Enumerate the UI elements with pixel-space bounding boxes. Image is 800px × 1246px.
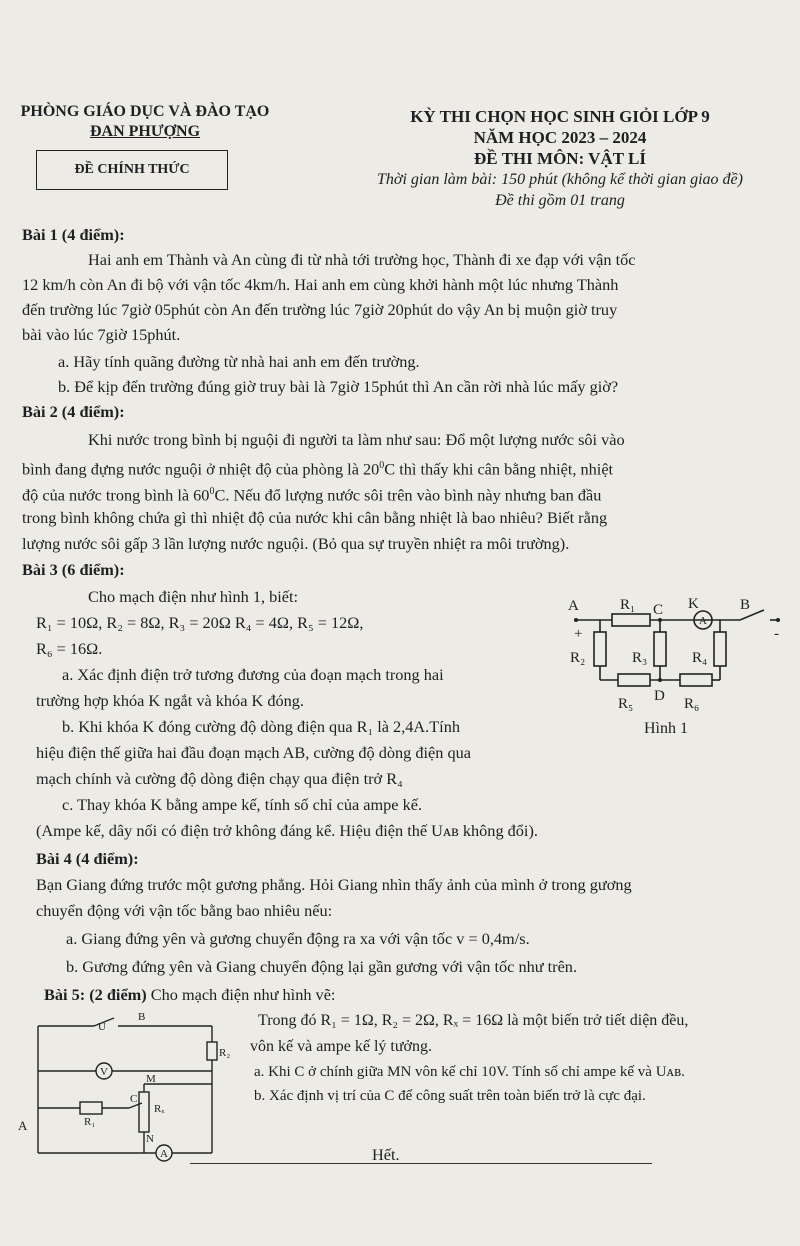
bai1-title: Bài 1 (4 điểm): (22, 225, 125, 244)
rheostat-label-rx: Rₓ (154, 1103, 165, 1115)
node-label-m: M (146, 1073, 156, 1085)
bai1-question-a: a. Hãy tính quãng đường từ nhà hai anh em đến trường. (58, 352, 420, 371)
resistor-label-r4: R₄ (692, 650, 708, 666)
node-label-a: A (568, 598, 579, 614)
bai4-question-b: b. Gương đứng yên và Giang chuyển động lại gần gương với vận tốc như trên. (66, 957, 578, 976)
bai5-heading (44, 982, 335, 1007)
official-stamp-box (36, 150, 228, 190)
bai3-question-c: c. Thay khóa K bằng ampe kế, tính số chỉ của ampe kế. (62, 795, 423, 814)
bai2-title: Bài 2 (4 điểm): (22, 402, 125, 421)
resistor-label-r3: R₃ (632, 650, 648, 666)
footer-rule (190, 1163, 652, 1164)
bai5-intro: Cho mạch điện như hình vẽ: (146, 985, 336, 1004)
end-mark: Hết. (372, 1145, 400, 1164)
page-count: Đề thi gồm 01 trang (495, 192, 625, 209)
bai3-question-b: mạch chính và cường độ dòng điện chạy qua điện trở R₄ (36, 769, 403, 788)
node-label-n: N (146, 1133, 154, 1145)
switch-label-k: K (688, 596, 699, 612)
bai2-line (22, 479, 601, 507)
bai3-question-a: trường hợp khóa K ngắt và khóa K đóng. (36, 691, 304, 710)
terminal-label-a: A (18, 1118, 28, 1133)
bai5-question-a: a. Khi C ở chính giữa MN vôn kế chỉ 10V. Tính số chỉ ampe kế và Uᴀʙ. (254, 1064, 685, 1080)
bai1-line: Hai anh em Thành và An cùng đi từ nhà tới trường học, Thành đi xe đạp với vận tốc (88, 250, 636, 269)
bai5-title: Bài 5: (2 điểm) (44, 985, 147, 1004)
resistor-label-r1: R₁ (620, 597, 636, 613)
text-part: C. Nếu đổ lượng nước sôi trên vào bình này nhưng ban đầu (214, 485, 602, 505)
text-part: độ của nước trong bình là 60 (22, 485, 210, 505)
terminal-label-b: B (138, 1011, 146, 1023)
resistor-label-r6: R₆ (684, 696, 700, 712)
bai1-question-b: b. Để kịp đến trường đúng giờ truy bài là 7giờ 15phút thì An cần rời nhà lúc mấy giờ? (58, 377, 619, 396)
node-label-b: B (740, 597, 751, 613)
bai2-line: lượng nước sôi gấp 3 lần lượng nước nguội. (Bỏ qua sự truyền nhiệt ra môi trường). (22, 534, 570, 553)
voltmeter-symbol: V (100, 1066, 108, 1078)
minus-sign: - (774, 626, 779, 642)
bai3-question-a: a. Xác định điện trở tương đương của đoạn mạch trong hai (62, 665, 444, 684)
official-label: ĐỀ CHÍNH THỨC (74, 162, 190, 177)
terminal-label-u: U (98, 1021, 106, 1033)
bai1-line: bài vào lúc 7giờ 15phút. (22, 325, 181, 344)
bai4-question-a: a. Giang đứng yên và gương chuyển động ra xa với vận tốc v = 0,4m/s. (66, 929, 530, 948)
text-part: C thì thấy khi cân bằng nhiệt, nhiệt (384, 459, 614, 479)
district-name: ĐAN PHƯỢNG (89, 123, 201, 140)
exam-time: Thời gian làm bài: 150 phút (không kể thời gian giao đề) (377, 171, 743, 188)
degree-mark: 0 (379, 460, 385, 471)
exam-title: KỲ THI CHỌN HỌC SINH GIỎI LỚP 9 (410, 107, 710, 126)
bai4-title: Bài 4 (4 điểm): (36, 849, 139, 868)
slider-label-c: C (130, 1093, 138, 1105)
figure-1-caption: Hình 1 (644, 720, 688, 737)
circuit-figure-5 (14, 1008, 239, 1163)
bai3-values: R₁ = 10Ω, R₂ = 8Ω, R₃ = 20Ω R₄ = 4Ω, R₅ = 12Ω, (36, 613, 364, 632)
bai3-question-b: b. Khi khóa K đóng cường độ dòng điện qua R₁ là 2,4A.Tính (62, 717, 460, 736)
resistor-label-r5: R₅ (618, 696, 634, 712)
plus-sign: + (574, 626, 583, 642)
school-year: NĂM HỌC 2023 – 2024 (473, 128, 647, 147)
bai4-line: Bạn Giang đứng trước một gương phẳng. Hỏi Giang nhìn thấy ảnh của mình ở trong gương (36, 875, 632, 894)
ammeter-symbol: A (160, 1148, 168, 1160)
bai4-line: chuyển động với vận tốc bằng bao nhiêu nếu: (36, 901, 333, 920)
degree-mark: 0 (209, 486, 215, 497)
bai5-line: vôn kế và ampe kế lý tưởng. (250, 1038, 432, 1055)
bai2-line (22, 453, 613, 481)
resistor-label-r2: R₂ (570, 650, 586, 666)
bai2-line: trong bình không chứa gì thì nhiệt độ của nước khi cân bằng nhiệt là bao nhiêu? Biết rằng (22, 508, 608, 527)
bai1-line: đến trường lúc 7giờ 05phút còn An đến trường lúc 7giờ 20phút do vậy An bị muộn giờ truy (22, 300, 618, 319)
resistor-label-r1: R₁ (84, 1116, 96, 1128)
text-part: bình đang đựng nước nguội ở nhiệt độ của phòng là 20 (22, 459, 380, 479)
bai3-values: R₆ = 16Ω. (36, 639, 103, 658)
bai3-line: Cho mạch điện như hình 1, biết: (88, 587, 299, 606)
circuit-figure-1 (560, 592, 785, 717)
exam-header (330, 106, 790, 211)
bai5-question-b: b. Xác định vị trí của C để công suất trên toàn biến trở là cực đại. (254, 1088, 646, 1104)
resistor-label-r2: R₂ (219, 1047, 231, 1059)
bai5-line: Trong đó R₁ = 1Ω, R₂ = 2Ω, Rₓ = 16Ω là một biến trở tiết diện đều, (258, 1012, 689, 1029)
bai3-title: Bài 3 (6 điểm): (22, 560, 125, 579)
ammeter-symbol: A (699, 615, 707, 627)
bai2-line: Khi nước trong bình bị nguội đi người ta làm như sau: Đổ một lượng nước sôi vào (88, 430, 625, 449)
bai3-question-b: hiệu điện thế giữa hai đầu đoạn mạch AB, cường độ dòng điện qua (36, 743, 471, 762)
node-label-c: C (653, 602, 664, 618)
node-label-d: D (654, 688, 665, 704)
exam-subject: ĐỀ THI MÔN: VẬT LÍ (474, 149, 646, 168)
department-block (0, 102, 290, 142)
bai1-line: 12 km/h còn An đi bộ với vận tốc 4km/h. Hai anh em cùng khởi hành một lúc nhưng Thành (22, 275, 619, 294)
department-name: PHÒNG GIÁO DỤC VÀ ĐÀO TẠO (20, 103, 270, 120)
bai3-note: (Ampe kế, dây nối có điện trở không đáng kể. Hiệu điện thế Uᴀʙ không đổi). (36, 821, 538, 840)
